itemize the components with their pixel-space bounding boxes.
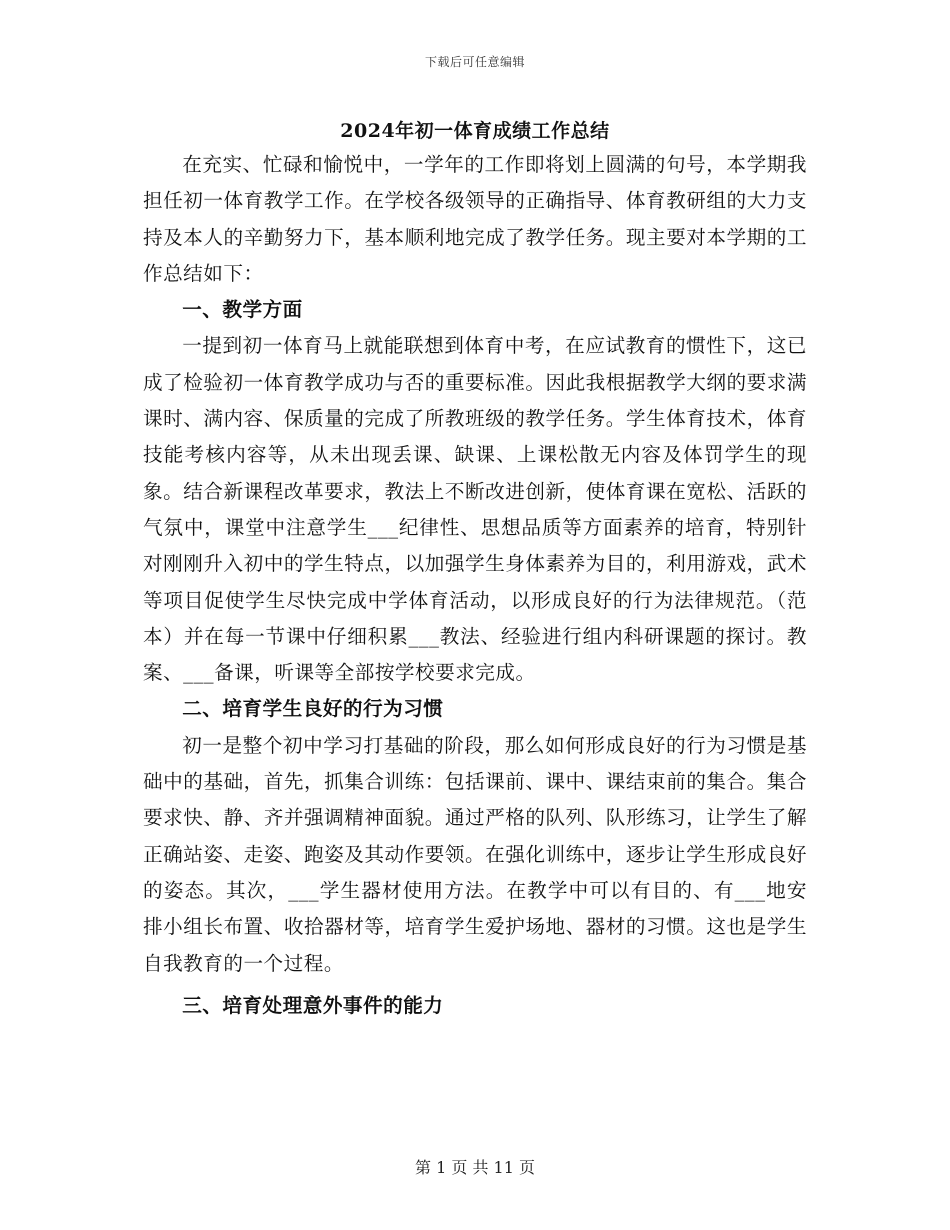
section-heading-emergency: 三、培育处理意外事件的能力 [182, 993, 444, 1017]
page-header-note: 下载后可任意编辑 [424, 55, 525, 69]
intro-paragraph: 在充实、忙碌和愉悦中，一学年的工作即将划上圆满的句号，本学期我担任初一体育教学工作。在学校各级领导的正确指导、体育教研组的大力支持及本人的辛勤努力下，基本顺利地完成了教学任务。现主要对本学期的工作总结如下： [143, 153, 807, 285]
document-title: 2024年初一体育成绩工作总结 [340, 120, 610, 142]
section-body-teaching: 一提到初一体育马上就能联想到体育中考，在应试教育的惯性下，这已成了检验初一体育教学成功与否的重要标准。因此我根据教学大纲的要求满课时、满内容、保质量的完成了所教班级的教学任务。学生体育技术，体育技能考核内容等，从未出现丢课、缺课、上课松散无内容及体罚学生的现象。结合新课程改革要求，教法上不断改进创新，使体育课在宽松、活跃的气氛中，课堂中注意学生___纪律性、思想品质等方面素养的培育，特别针对刚刚升入初中的学生特点，以加强学生身体素养为目的，利用游戏，武术等项目促使学生尽快完成中学体育活动，以形成良好的行为法律规范。（范本）并在每一节课中仔细积累___教法、经验进行组内科研课题的探讨。教案、___备课，听课等全部按学校要求完成。 [143, 334, 807, 685]
document-body [143, 147, 807, 1024]
section-heading-teaching: 一、教学方面 [182, 298, 303, 322]
section-heading-habits: 二、培育学生良好的行为习惯 [182, 697, 444, 721]
section-body-habits: 初一是整个初中学习打基础的阶段，那么如何形成良好的行为习惯是基础中的基础，首先，抓集合训练：包括课前、课中、课结束前的集合。集合要求快、静、齐并强调精神面貌。通过严格的队列、队形练习，让学生了解正确站姿、走姿、跑姿及其动作要领。在强化训练中，逐步让学生形成良好的姿态。其次，___学生器材使用方法。在教学中可以有目的、有___地安排小组长布置、收拾器材等，培育学生爱护场地、器材的习惯。这也是学生自我教育的一个过程。 [143, 733, 807, 975]
page-number: 第 1 页 共 11 页 [415, 1158, 535, 1177]
